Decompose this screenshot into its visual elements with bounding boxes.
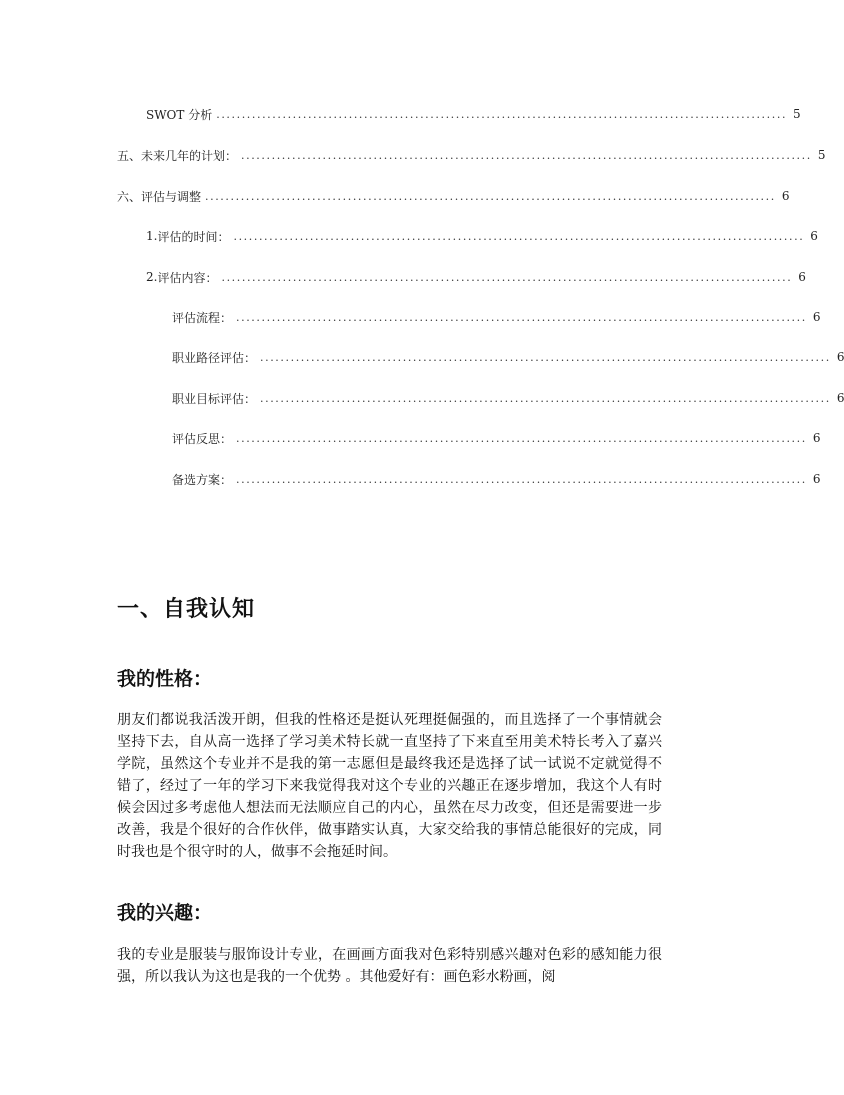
toc-page: 5 [817, 148, 826, 162]
toc-label: 评估内容： [157, 270, 218, 285]
toc-leader: ................................................................................................................ [205, 189, 776, 203]
toc-item[interactable] [146, 267, 806, 287]
toc-label: 评估的时间： [157, 229, 230, 244]
toc-item[interactable] [172, 347, 844, 367]
toc-item[interactable] [146, 104, 801, 124]
toc-leader: ................................................................................................................ [221, 270, 793, 284]
toc-page: 6 [836, 350, 844, 364]
toc-number: 2. [146, 270, 158, 284]
interests-paragraph: 我的专业是服装与服饰设计专业，在画画方面我对色彩特别感兴趣对色彩的感知能力很强，所以我认为这也是我的一个优势 。其他爱好有：画色彩水粉画，阅 [117, 947, 662, 985]
toc-page: 6 [810, 229, 818, 243]
toc-item[interactable] [146, 226, 818, 246]
personality-heading: 我的性格： [117, 668, 213, 690]
toc-leader: ................................................................................................................ [236, 472, 807, 486]
toc-label: SWOT 分析 [146, 107, 213, 122]
section-title: 一、自我认知 [117, 597, 256, 622]
toc-leader: ................................................................................................................ [260, 350, 831, 364]
toc-leader: ................................................................................................................ [236, 431, 807, 445]
toc-item[interactable] [117, 145, 826, 165]
toc-item[interactable] [172, 388, 844, 408]
toc-page: 6 [812, 431, 821, 445]
toc-item[interactable] [172, 469, 821, 489]
toc-label: 备选方案： [172, 472, 233, 487]
toc-label: 六、评估与调整 [117, 189, 202, 204]
toc-item[interactable] [117, 186, 790, 206]
toc-label: 五、未来几年的计划： [117, 148, 238, 163]
toc-number: 1. [146, 229, 158, 243]
toc-page: 6 [781, 189, 790, 203]
toc-label: 评估反思： [172, 431, 233, 446]
toc-page: 6 [812, 310, 821, 324]
toc-item[interactable] [172, 307, 821, 327]
toc-label: 职业路径评估： [172, 350, 257, 365]
toc-leader: ................................................................................................................ [260, 391, 831, 405]
toc-leader: ................................................................................................................ [233, 229, 805, 243]
toc-leader: ................................................................................................................ [216, 107, 788, 121]
toc-label: 评估流程： [172, 310, 233, 325]
toc-page: 6 [798, 270, 806, 284]
personality-paragraph: 朋友们都说我活泼开朗，但我的性格还是挺认死理挺倔强的，而且选择了一个事情就会坚持下去，自从高一选择了学习美术特长就一直坚持了下来直至用美术特长考入了嘉兴学院，虽然这个专业并不是我的第一志愿但是最终我还是选择了试一试说不定就觉得不错了，经过了一年的学习下来我觉得我对这个专业的兴趣正在逐步增加，我这个人有时候会因过多考虑他人想法而无法顺应自己的内心，虽然在尽力改变，但还是需要进一步改善，我是个很好的合作伙伴，做事踏实认真，大家交给我的事情总能很好的完成，同时我也是个很守时的人，做事不会拖延时间。 [117, 712, 662, 860]
toc-page: 6 [812, 472, 821, 486]
toc-leader: ................................................................................................................ [241, 148, 812, 162]
toc-item[interactable] [172, 428, 821, 448]
toc-label: 职业目标评估： [172, 391, 257, 406]
toc-page: 5 [793, 107, 801, 121]
toc-leader: ................................................................................................................ [236, 310, 807, 324]
toc-page: 6 [836, 391, 844, 405]
interests-heading: 我的兴趣： [117, 902, 213, 924]
